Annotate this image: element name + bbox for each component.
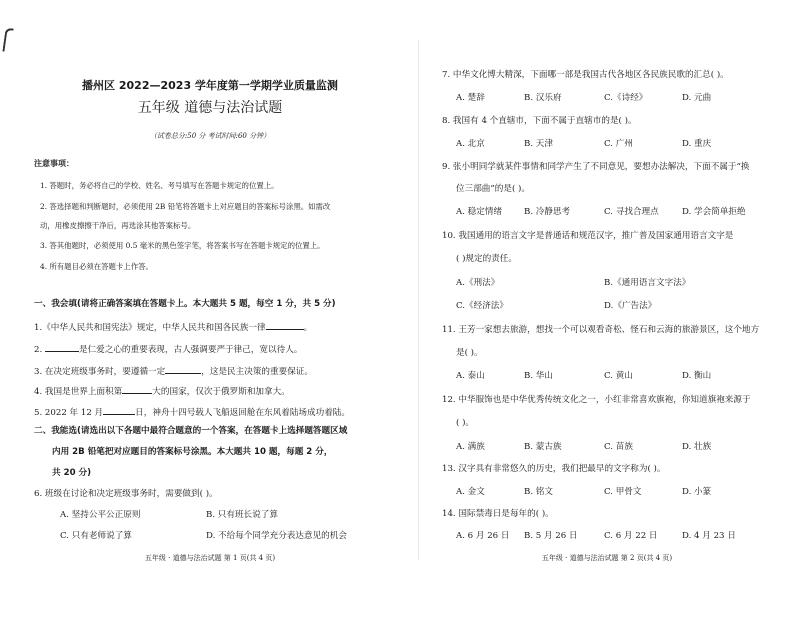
- option-a: A. 金文: [456, 487, 485, 497]
- answer-blank: [103, 405, 135, 415]
- question-7: 7. 中华文化博大精深，下面哪一部是我国古代各地区各民族民歌的汇总( )。: [442, 70, 729, 80]
- notice-line: 2. 答选择题和判断题时，必须使用 2B 铅笔将答题卡上对应题目的答案标号涂黑。如需改: [40, 202, 331, 211]
- question-4: [34, 384, 290, 398]
- question-12-cont: ( )。: [456, 418, 475, 428]
- right-page: [420, 0, 794, 620]
- option-c: C.《诗经》: [604, 93, 648, 103]
- option-c: C. 广州: [604, 139, 633, 149]
- answer-blank: [266, 320, 304, 330]
- notice-line: 动，用橡皮擦擦干净后，再选涂其他答案标号。: [40, 221, 196, 230]
- section2-heading: 二、我能选(请选出以下各题中最符合题意的一个答案，在答题卡上选择题答题区域: [34, 426, 348, 436]
- question-3: [34, 364, 313, 378]
- option-d: D. 衡山: [682, 371, 712, 381]
- option-a: A. 北京: [456, 139, 485, 149]
- notice-line: 4. 所有题目必须在答题卡上作答。: [40, 262, 153, 271]
- option-b: B. 华山: [524, 371, 553, 381]
- option-c: C. 寻找合理点: [604, 207, 659, 217]
- question-10-cont: ( )规定的责任。: [456, 254, 517, 264]
- question-5-end: 日，神舟十四号载人飞船返回舱在东风着陆场成功着陆。: [135, 408, 350, 418]
- option-a: A. 满族: [456, 442, 485, 452]
- option-c: C. 黄山: [604, 371, 633, 381]
- option-a: A. 坚持公平公正原则: [60, 510, 141, 520]
- question-11: 11. 王芳一家想去旅游，想找一个可以观看奇松、怪石和云海的旅游景区，这个地方: [442, 325, 760, 335]
- question-13: 13. 汉字具有非常悠久的历史，我们把最早的文字称为( )。: [442, 464, 666, 474]
- option-b: B. 冷静思考: [524, 207, 571, 217]
- question-9-cont: 位三部曲”的是( )。: [456, 184, 530, 194]
- question-1-end: 。: [303, 323, 313, 333]
- question-11-cont: 是( )。: [456, 348, 483, 358]
- option-c: C. 苗族: [604, 442, 633, 452]
- notice-line: 1. 答题时，务必将自己的学校、姓名、考号填写在答题卡规定的位置上。: [40, 181, 279, 190]
- option-b: B. 蒙古族: [524, 442, 562, 452]
- option-b: B. 天津: [524, 139, 553, 149]
- section2-heading-cont: 内用 2B 铅笔把对应题目的答案标号涂黑。本大题共 10 题，每题 2 分，: [52, 447, 333, 457]
- option-d: D.《广告法》: [604, 301, 657, 311]
- question-12: 12. 中华服饰也是中华优秀传统文化之一，小红非常喜欢旗袍，你知道旗袍来源于: [442, 395, 751, 405]
- question-4-text: 4. 我国是世界上面积第: [34, 387, 123, 397]
- option-c: C.《经济法》: [456, 301, 508, 311]
- question-3-end: ，这是民主决策的重要保证。: [201, 367, 313, 377]
- question-2-text: 是仁爱之心的重要表现，古人强调要严于律己，宽以待人。: [78, 345, 303, 355]
- option-b: B. 只有班长说了算: [206, 510, 278, 520]
- question-9: 9. 张小明同学就某件事情和同学产生了不同意见，要想办法解决，下面不属于“换: [442, 162, 750, 172]
- option-b: B. 铭文: [524, 487, 553, 497]
- option-a: A. 6 月 26 日: [456, 531, 510, 541]
- question-8: 8. 我国有 4 个直辖市，下面不属于直辖市的是( )。: [442, 116, 637, 126]
- option-c: C. 只有老师说了算: [60, 531, 132, 541]
- option-d: D. 壮族: [682, 442, 712, 452]
- question-5-text: 5. 2022 年 12 月: [34, 408, 104, 418]
- option-b: B. 5 月 26 日: [524, 531, 578, 541]
- option-d: D. 不给每个同学充分表达意见的机会: [206, 531, 347, 541]
- answer-blank: [45, 342, 79, 352]
- option-d: D. 学会简单拒绝: [682, 207, 746, 217]
- question-1: [34, 320, 312, 334]
- question-10: 10. 我国通用的语言文字是普通话和规范汉字，推广普及国家通用语言文字是: [442, 231, 734, 241]
- option-a: A. 泰山: [456, 371, 485, 381]
- option-a: A. 稳定情绪: [456, 207, 503, 217]
- option-a: A.《刑法》: [456, 278, 500, 288]
- answer-blank: [122, 384, 152, 394]
- option-b: B. 汉乐府: [524, 93, 562, 103]
- page-footer: 五年级 · 道德与法治试题 第 1 页(共 4 页): [144, 554, 276, 562]
- section2-heading-end: 共 20 分): [52, 468, 92, 478]
- question-6: 6. 班级在讨论和决定班级事务时，需要做到( )。: [34, 489, 218, 499]
- option-a: A. 楚辞: [456, 93, 485, 103]
- exam-subtitle: 五年级 道德与法治试题: [137, 100, 283, 116]
- option-d: D. 元曲: [682, 93, 712, 103]
- question-2: 2. 是仁爱之心的重要表现，古人强调要严于律己，宽以待人。: [34, 342, 302, 356]
- option-d: D. 4 月 23 日: [682, 531, 736, 541]
- exam-meta: （试卷总分:50 分 考试时间:60 分钟）: [149, 132, 271, 140]
- question-1-text: 1.《中华人民共和国宪法》规定，中华人民共和国各民族一律: [34, 323, 266, 333]
- question-5: [34, 405, 350, 419]
- question-3-text: 3. 在决定班级事务时，要遵循一定: [34, 367, 166, 377]
- answer-blank: [165, 364, 201, 374]
- exam-title: 播州区 2022—2023 学年度第一学期学业质量监测: [82, 79, 338, 92]
- question-4-end: 大的国家，仅次于俄罗斯和加拿大。: [152, 387, 290, 397]
- option-c: C. 6 月 22 日: [604, 531, 658, 541]
- section1-heading: 一、我会填(请将正确答案填在答题卡上。本大题共 5 题，每空 1 分，共 5 分): [34, 299, 336, 309]
- option-c: C. 甲骨文: [604, 487, 642, 497]
- notice-heading: 注意事项：: [34, 159, 74, 168]
- option-d: D. 小篆: [682, 487, 712, 497]
- question-14: 14. 国际禁毒日是每年的( )。: [442, 509, 554, 519]
- option-b: B.《通用语言文字法》: [604, 278, 691, 288]
- page-footer: 五年级 · 道德与法治试题 第 2 页(共 4 页): [541, 554, 673, 562]
- notice-line: 3. 答其他题时，必须使用 0.5 毫米的黑色签字笔，将答案书写在答题卡规定的位置上。: [40, 241, 325, 250]
- option-d: D. 重庆: [682, 139, 712, 149]
